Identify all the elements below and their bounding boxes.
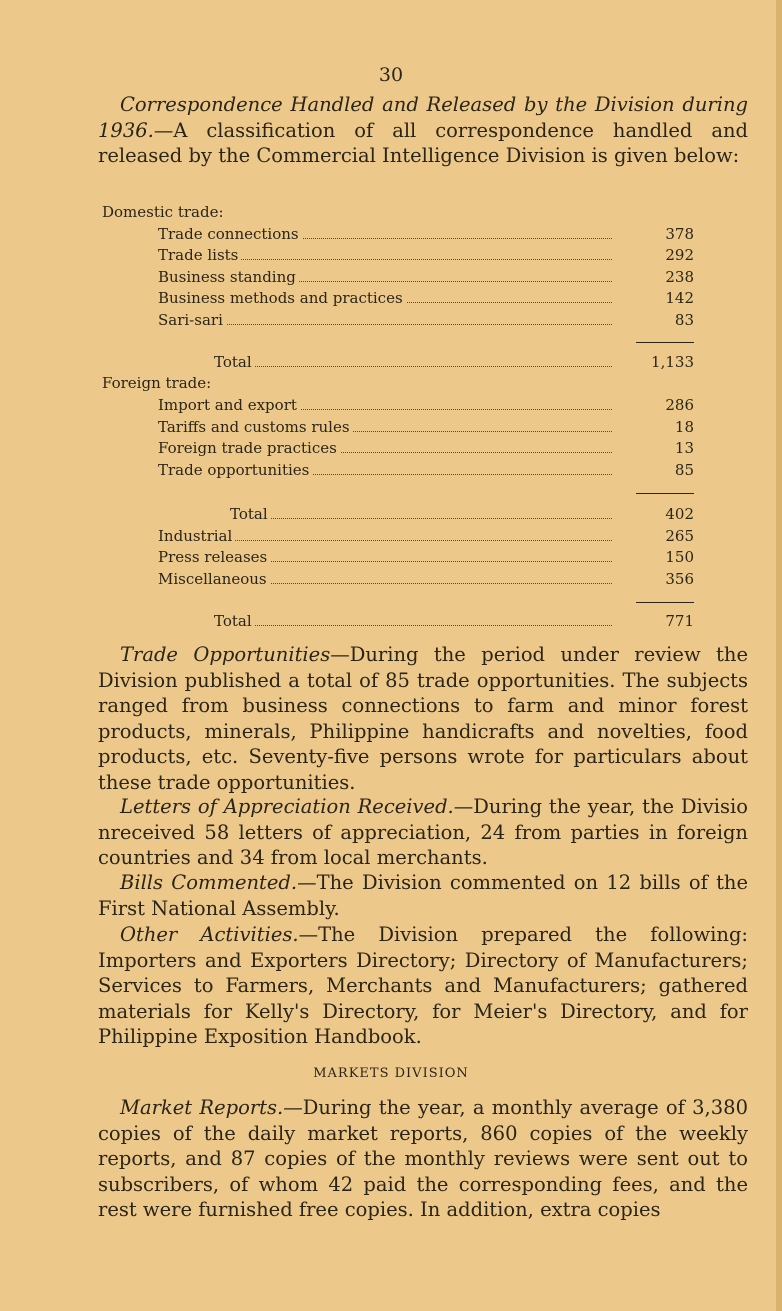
domestic-heading: Domestic trade: <box>102 202 702 222</box>
paragraph-title: Market Reports. <box>120 1096 284 1119</box>
other-activities-paragraph <box>98 922 748 1050</box>
paragraph-title: Letters of Appreciation Received. <box>120 795 454 818</box>
market-reports-paragraph <box>98 1095 748 1223</box>
paragraph-title: Other Activities. <box>120 923 299 946</box>
table-row: Sari-sari 83 <box>158 311 694 329</box>
intro-title: Correspondence Handled and Released by the Division during 1936. <box>98 93 748 142</box>
table-row: Business methods and practices 142 <box>158 289 694 307</box>
domestic-total-row: Total 1,133 <box>214 353 694 371</box>
paragraph-text: —During the period under review the Division published a total of 85 trade opportunities. The subjects ranged from business connections to farm and minor forest products, minerals, Philippine handicrafts and novelties, food products, etc. Seventy-five persons wrote for particulars about these trade opportunities. <box>98 643 748 794</box>
letters-paragraph <box>98 794 748 871</box>
section-heading: MARKETS DIVISION <box>313 1066 469 1081</box>
paragraph-text: —During the year, a monthly average of 3,380 copies of the daily market reports, 860 copies of the weekly reports, and 87 copies of the monthly reviews were sent out to subscribers, of whom 42 paid the corresponding fees, and the rest were furnished free copies. In addition, extra copies <box>98 1096 748 1222</box>
final-total-row: Total 771 <box>214 612 694 630</box>
paragraph-title: Trade Opportunities <box>120 643 331 666</box>
intro-text: —A classification of all correspondence handled and released by the Commercial Intelligence Division is given below: <box>98 118 748 168</box>
table-row: Tariffs and customs rules 18 <box>158 418 694 436</box>
foreign-heading: Foreign trade: <box>102 373 702 393</box>
total-rule <box>636 602 694 603</box>
table-row: Trade lists 292 <box>158 246 694 264</box>
page-number: 30 <box>378 64 404 86</box>
paragraph-title: Bills Commented. <box>120 871 298 894</box>
bills-paragraph <box>98 870 748 921</box>
paragraph-text: —The Division prepared the following: Importers and Exporters Directory; Directory of Manufacturers; Services to Farmers, Merchants and Manufacturers; gathered materials for Kelly's Directory, for Meier's Directory, and for Philippine Exposition Handbook. <box>98 923 748 1049</box>
table-row: Import and export 286 <box>158 396 694 414</box>
total-rule <box>636 493 694 494</box>
table-row: Industrial 265 <box>158 527 694 545</box>
table-row: Trade connections 378 <box>158 225 694 243</box>
paragraph-text: —The Division commented on 12 bills of the First National Assembly. <box>98 871 748 920</box>
total-rule <box>636 342 694 343</box>
intro-paragraph <box>98 92 748 169</box>
table-row: Trade opportunities 85 <box>158 461 694 479</box>
page-edge <box>776 0 782 1311</box>
paragraph-text: —During the year, the Divisio nreceived 58 letters of appreciation, 24 from parties in foreign countries and 34 from local merchants. <box>98 795 748 870</box>
table-row: Foreign trade practices 13 <box>158 439 694 457</box>
table-row: Business standing 238 <box>158 268 694 286</box>
table-row: Miscellaneous 356 <box>158 570 694 588</box>
foreign-total-row: Total 402 <box>230 505 694 523</box>
table-row: Press releases 150 <box>158 548 694 566</box>
trade-opportunities-paragraph <box>98 642 748 796</box>
